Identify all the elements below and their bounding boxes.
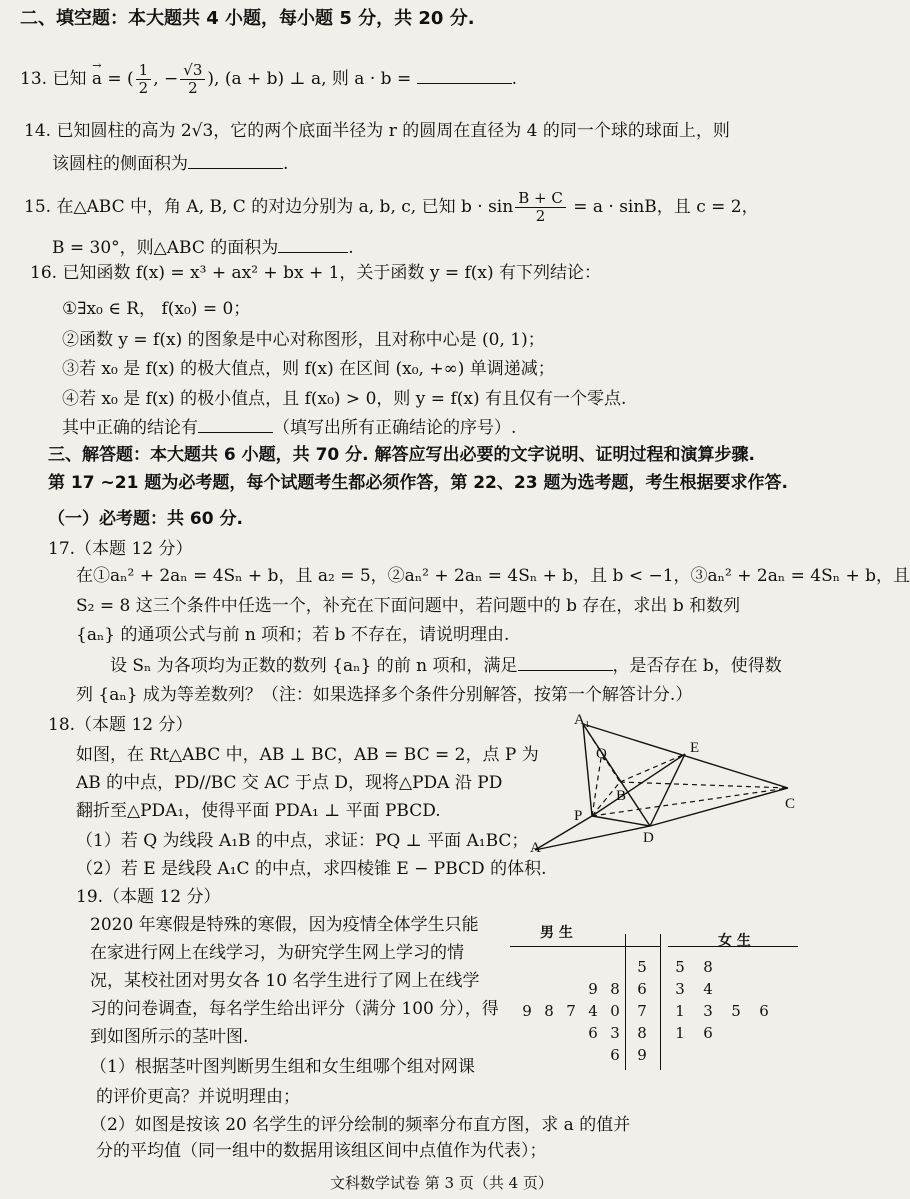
stem-and-leaf-plot <box>510 920 800 1070</box>
edge-p-d <box>592 816 650 826</box>
question-19-part-1: （1）根据茎叶图判断男生组和女生组哪个组对网课 <box>90 1057 475 1077</box>
female-leaf: 8 <box>703 958 713 976</box>
stem-right-bar <box>660 934 661 1070</box>
question-19-heading: 19.（本题 12 分） <box>76 887 221 907</box>
female-leaf: 5 <box>731 1002 741 1020</box>
answer-blank <box>417 67 512 84</box>
female-leaf: 3 <box>703 1002 713 1020</box>
page-footer: 文科数学试卷 第 3 页（共 4 页） <box>330 1174 553 1192</box>
question-17-line-4: 设 Sₙ 为各项均为正数的数列 {aₙ} 的前 n 项和，满足 ，是否存在 b，使得数 <box>110 656 782 676</box>
stem-8: 8 <box>637 1024 647 1042</box>
question-19-line-2: 在家进行网上在线学习，为研究学生网上学习的情 <box>90 943 464 963</box>
fraction-half: $\frac{1}{2}$ <box>136 62 152 97</box>
section-3-instructions: 第 17 ~21 题为必考题，每个试题考生都必须作答，第 22、23 题为选考题，考生根据要求作答. <box>48 473 788 493</box>
label-e: E <box>690 740 700 756</box>
male-leaf: 0 <box>610 1002 620 1020</box>
male-leaf: 4 <box>588 1002 598 1020</box>
question-19-line-4: 习的问卷调查，每名学生给出评分（满分 100 分），得 <box>90 999 499 1019</box>
female-leaf: 3 <box>675 980 685 998</box>
female-leaf: 6 <box>759 1002 769 1020</box>
answer-blank <box>518 654 613 671</box>
question-19-line-5: 到如图所示的茎叶图. <box>90 1027 249 1047</box>
question-13: 13. 已知 → a = ( $\frac{1}{2}$ , − $\frac{√3}{2}$ ), (a + b) ⊥ a, 则 a · b = . <box>20 62 517 97</box>
male-leaf: 6 <box>588 1024 598 1042</box>
female-leaf: 5 <box>675 958 685 976</box>
question-17-line-3: {aₙ} 的通项公式与前 n 项和；若 b 不存在，请说明理由. <box>76 625 510 645</box>
section-2-heading: 二、填空题：本大题共 4 小题，每小题 5 分，共 20 分. <box>20 8 475 29</box>
question-19-part-2: （2）如图是按该 20 名学生的评分绘制的频率分布直方图，求 a 的值并 <box>90 1115 631 1135</box>
label-a1: A₁ <box>574 712 591 728</box>
question-16-answer-line: 其中正确的结论有 （填写出所有正确结论的序号）. <box>62 418 517 438</box>
question-17-line-5: 列 {aₙ} 成为等差数列？（注：如果选择多个条件分别解答，按第一个解答计分.） <box>76 685 693 705</box>
stem-9: 9 <box>637 1046 647 1064</box>
question-16-option-2: ②函数 y = f(x) 的图象是中心对称图形，且对称中心是 (0, 1)； <box>62 330 545 350</box>
female-leaf: 6 <box>703 1024 713 1042</box>
question-15-line-1: 15. 在△ABC 中，角 A, B, C 的对边分别为 a, b, c, 已知 b · sin $\frac{B + C}{2}$ = a · sinB，且 c = 2， <box>24 189 759 225</box>
question-19-line-1: 2020 年寒假是特殊的寒假，因为疫情全体学生只能 <box>90 915 479 935</box>
label-d: D <box>643 830 654 846</box>
question-18-part-1: （1）若 Q 为线段 A₁B 的中点，求证：PQ ⊥ 平面 A₁BC； <box>76 831 529 851</box>
question-16-stem: 16. 已知函数 f(x) = x³ + ax² + bx + 1，关于函数 y = f(x) 有下列结论： <box>30 263 602 283</box>
answer-blank <box>198 416 273 433</box>
question-19-part-1-cont: 的评价更高？并说明理由； <box>96 1087 300 1107</box>
fraction-b-plus-c: $\frac{B + C}{2}$ <box>515 190 566 225</box>
female-leaf: 1 <box>675 1024 685 1042</box>
male-header: 男 生 <box>540 925 573 941</box>
answer-blank <box>188 152 283 169</box>
female-leaf: 4 <box>703 980 713 998</box>
female-header: 女 生 <box>718 933 751 949</box>
male-leaf: 9 <box>588 980 598 998</box>
question-16-option-3: ③若 x₀ 是 f(x) 的极大值点，则 f(x) 在区间 (x₀, +∞) 单调递减； <box>62 359 555 379</box>
edge-p-a <box>535 816 592 850</box>
section-3-heading: 三、解答题：本大题共 6 小题，共 70 分. 解答应写出必要的文字说明、证明过程和演算步骤. <box>48 445 755 465</box>
female-leaf: 1 <box>675 1002 685 1020</box>
edge-e-d <box>650 754 685 826</box>
male-leaf: 8 <box>610 980 620 998</box>
dashed-b-e <box>620 754 685 782</box>
fraction-sqrt3-half: $\frac{√3}{2}$ <box>180 62 205 97</box>
divider-left <box>510 946 660 947</box>
male-leaf: 9 <box>522 1002 532 1020</box>
male-leaf: 3 <box>610 1024 620 1042</box>
question-14-line-2: 该圆柱的侧面积为 . <box>52 154 289 174</box>
edge-a1-c <box>583 724 788 788</box>
question-17-line-2: S₂ = 8 这三个条件中任选一个，补充在下面问题中，若问题中的 b 存在，求出 b 和数列 <box>76 596 741 616</box>
question-19-part-2-cont: 分的平均值（同一组中的数据用该组区间中点值作为代表）； <box>96 1141 547 1161</box>
question-19-line-3: 况，某校社团对男女各 10 名学生进行了网上在线学 <box>90 971 480 991</box>
question-14-line-1: 14. 已知圆柱的高为 2√3，它的两个底面半径为 r 的圆周在直径为 4 的同一个球的球面上，则 <box>24 121 730 141</box>
edge-a-d <box>535 826 650 850</box>
male-leaf: 6 <box>610 1046 620 1064</box>
question-18-line-3: 翻折至△PDA₁，使得平面 PDA₁ ⊥ 平面 PBCD. <box>76 801 441 821</box>
question-18-line-1: 如图，在 Rt△ABC 中，AB ⊥ BC，AB = BC = 2，点 P 为 <box>76 745 539 765</box>
dashed-b-c <box>620 782 788 788</box>
question-17-heading: 17.（本题 12 分） <box>48 539 193 559</box>
male-leaf: 7 <box>566 1002 576 1020</box>
label-a: A <box>530 840 541 856</box>
stem-6: 6 <box>637 980 647 998</box>
stem-left-bar <box>625 934 626 1070</box>
edge-p-e <box>592 754 685 816</box>
answer-blank <box>278 236 348 253</box>
stem-5: 5 <box>637 958 647 976</box>
question-18-heading: 18.（本题 12 分） <box>48 715 193 735</box>
question-16-option-4: ④若 x₀ 是 f(x) 的极小值点，且 f(x₀) > 0，则 y = f(x) 有且仅有一个零点. <box>62 389 627 409</box>
label-q: Q <box>596 746 607 762</box>
edge-d-c <box>650 788 788 826</box>
question-15-line-2: B = 30°，则△ABC 的面积为 . <box>52 238 354 258</box>
question-18-part-2: （2）若 E 是线段 A₁C 的中点，求四棱锥 E − PBCD 的体积. <box>76 859 547 879</box>
male-leaf: 8 <box>544 1002 554 1020</box>
stem-7: 7 <box>637 1002 647 1020</box>
divider-right <box>668 946 798 947</box>
label-p: P <box>574 808 583 824</box>
label-c: C <box>785 796 796 812</box>
question-16-option-1: ①∃x₀ ∈ R， f(x₀) = 0； <box>62 299 251 319</box>
question-17-line-1: 在①aₙ² + 2aₙ = 4Sₙ + b，且 a₂ = 5，②aₙ² + 2aₙ = 4Sₙ + b，且 b < −1，③aₙ² + 2aₙ = 4Sₙ + b，且 <box>76 566 910 586</box>
folded-pyramid-figure <box>530 712 802 862</box>
question-18-line-2: AB 的中点，PD//BC 交 AC 于点 D，现将△PDA 沿 PD <box>76 773 503 793</box>
edge-a1-p <box>583 724 592 816</box>
label-b: B <box>616 788 627 804</box>
section-3-part-1: （一）必考题：共 60 分. <box>48 509 243 529</box>
